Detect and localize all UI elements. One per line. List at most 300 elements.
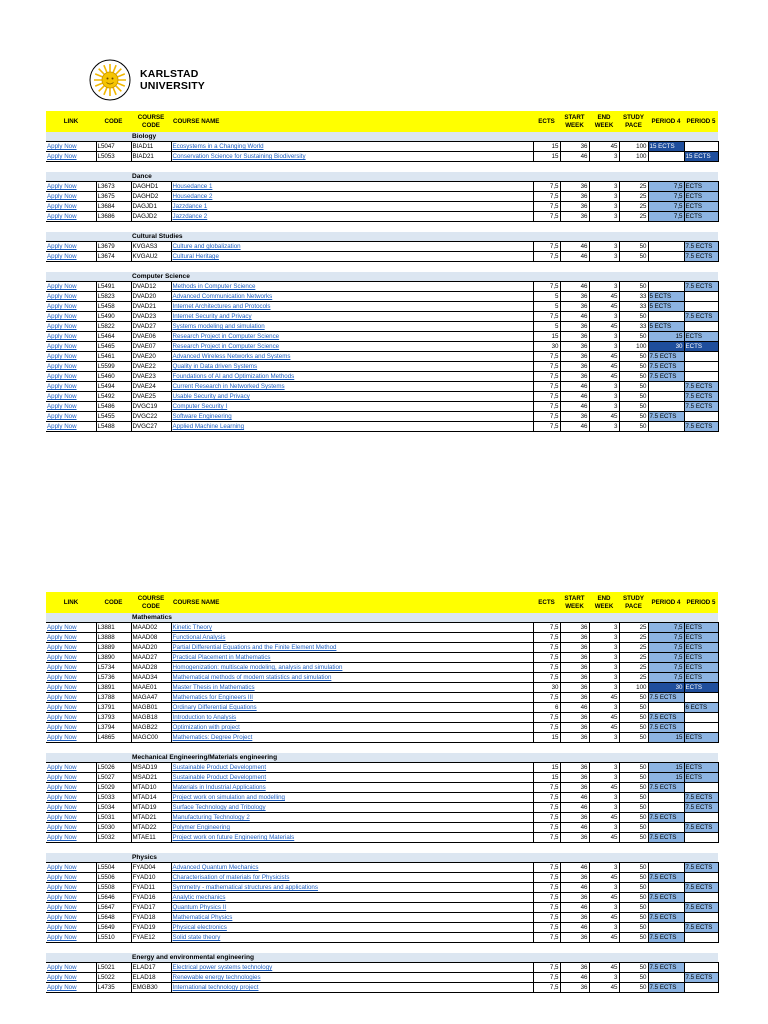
apply-now-link[interactable]: Apply Now (47, 724, 77, 731)
apply-now-link[interactable]: Apply Now (47, 734, 77, 741)
course-name-link[interactable]: Mathematical methods of modern statistics and simulation (172, 674, 332, 681)
start-week-cell: 36 (560, 773, 589, 783)
end-week-cell: 3 (589, 703, 619, 713)
ects-cell: 30 (533, 683, 560, 693)
study-pace-cell: 50 (619, 893, 648, 903)
end-week-cell: 3 (589, 823, 619, 833)
start-week-cell: 36 (560, 913, 589, 923)
start-week-cell: 46 (560, 152, 589, 162)
course-name-cell (171, 713, 533, 723)
table-row (46, 352, 718, 362)
period-4-cell: 7,5 (648, 663, 684, 673)
period-5-cell: ECTS (684, 182, 718, 192)
code-cell: L3881 (96, 623, 131, 633)
course-name-link[interactable]: Methods in Computer Science (172, 283, 256, 290)
apply-now-link[interactable]: Apply Now (47, 874, 77, 881)
course-name-link[interactable]: Applied Machine Learning (172, 423, 245, 430)
start-week-cell: 36 (560, 633, 589, 643)
period-4-cell (648, 703, 684, 713)
ects-cell: 7,5 (533, 643, 560, 653)
apply-now-link[interactable]: Apply Now (47, 243, 77, 250)
course-name-link[interactable]: Sustainable Product Development (172, 764, 267, 771)
apply-now-link[interactable]: Apply Now (47, 684, 77, 691)
apply-now-link[interactable]: Apply Now (47, 353, 77, 360)
apply-now-cell (46, 713, 96, 723)
category-row (46, 232, 718, 242)
category-name: Cultural Studies (131, 232, 718, 242)
course-name-link[interactable]: Internet Security and Privacy (172, 313, 252, 320)
apply-now-cell (46, 733, 96, 743)
apply-now-link[interactable]: Apply Now (47, 213, 77, 220)
course-name-cell (171, 803, 533, 813)
course-name-link[interactable]: Polymer Engineering (172, 824, 230, 831)
ects-cell: 7,5 (533, 633, 560, 643)
apply-now-link[interactable]: Apply Now (47, 914, 77, 921)
course-code-cell: DVGC27 (131, 422, 171, 432)
table-row (46, 142, 718, 152)
course-name-link[interactable]: International technology project (172, 984, 259, 991)
apply-now-link[interactable]: Apply Now (47, 664, 77, 671)
ects-cell: 7,5 (533, 873, 560, 883)
apply-now-link[interactable]: Apply Now (47, 764, 77, 771)
apply-now-cell (46, 152, 96, 162)
course-name-link[interactable]: Practical Placement in Mathematics (172, 654, 271, 661)
course-name-cell (171, 793, 533, 803)
study-pace-cell: 50 (619, 813, 648, 823)
course-code-cell: FYAD17 (131, 903, 171, 913)
course-name-cell (171, 773, 533, 783)
course-name-link[interactable]: Physical electronics (172, 924, 227, 931)
course-name-link[interactable]: Materials in Industrial Applications (172, 784, 266, 791)
table-row (46, 282, 718, 292)
start-week-cell: 46 (560, 793, 589, 803)
apply-now-link[interactable]: Apply Now (47, 283, 77, 290)
course-name-link[interactable]: Cultural Heritage (172, 253, 219, 260)
col-link: LINK (46, 592, 96, 613)
apply-now-cell (46, 322, 96, 332)
apply-now-link[interactable]: Apply Now (47, 714, 77, 721)
apply-now-link[interactable]: Apply Now (47, 193, 77, 200)
course-name-link[interactable]: Homogenization: multiscale modeling, analysis and simulation (172, 664, 343, 671)
period-5-cell: ECTS (684, 342, 718, 352)
course-code-cell: DVAE23 (131, 372, 171, 382)
course-name-link[interactable]: Quantum Physics II (172, 904, 227, 911)
period-4-cell: 7.5 ECTS (648, 933, 684, 943)
course-name-link[interactable]: Optimization with project (172, 724, 240, 731)
course-name-link[interactable]: Advanced Communication Networks (172, 293, 273, 300)
course-name-link[interactable]: Computer Security I (172, 403, 228, 410)
apply-now-link[interactable]: Apply Now (47, 834, 77, 841)
course-code-cell: DAGJD1 (131, 202, 171, 212)
study-pace-cell: 100 (619, 152, 648, 162)
period-4-cell: 5 ECTS (648, 292, 684, 302)
start-week-cell: 36 (560, 623, 589, 633)
course-code-cell: DVAD21 (131, 302, 171, 312)
course-name-link[interactable]: Foundations of AI and Optimization Methods (172, 373, 295, 380)
end-week-cell: 3 (589, 973, 619, 983)
end-week-cell: 3 (589, 192, 619, 202)
table-row (46, 933, 718, 943)
ects-cell: 7,5 (533, 933, 560, 943)
course-name-link[interactable]: Internet Architectures and Protocols (172, 303, 271, 310)
table-header (46, 111, 718, 132)
period-4-cell (648, 152, 684, 162)
course-name-link[interactable]: Systems modeling and simulation (172, 323, 265, 330)
ects-cell: 7,5 (533, 983, 560, 993)
apply-now-link[interactable]: Apply Now (47, 343, 77, 350)
course-name-link[interactable]: Electrical power systems technology (172, 964, 273, 971)
period-4-cell: 7,5 (648, 633, 684, 643)
apply-now-cell (46, 192, 96, 202)
course-name-cell (171, 282, 533, 292)
apply-now-link[interactable]: Apply Now (47, 924, 77, 931)
study-pace-cell: 50 (619, 783, 648, 793)
course-name-cell (171, 663, 533, 673)
end-week-cell: 3 (589, 923, 619, 933)
course-name-link[interactable]: Analytic mechanics (172, 894, 226, 901)
apply-now-link[interactable]: Apply Now (47, 333, 77, 340)
period-4-cell: 7.5 ECTS (648, 362, 684, 372)
course-name-link[interactable]: Advanced Quantum Mechanics (172, 864, 259, 871)
apply-now-link[interactable]: Apply Now (47, 323, 77, 330)
study-pace-cell: 50 (619, 392, 648, 402)
apply-now-cell (46, 362, 96, 372)
course-name-cell (171, 863, 533, 873)
course-name-link[interactable]: Housedance 1 (172, 183, 213, 190)
period-4-cell: 7,5 (648, 673, 684, 683)
course-name-link[interactable]: Software Engineering (172, 413, 232, 420)
period-4-cell (648, 973, 684, 983)
apply-now-link[interactable]: Apply Now (47, 644, 77, 651)
ects-cell: 7,5 (533, 693, 560, 703)
ects-cell: 7,5 (533, 623, 560, 633)
table-row (46, 723, 718, 733)
course-name-link[interactable]: Partial Differential Equations and the Finite Element Method (172, 644, 337, 651)
apply-now-link[interactable]: Apply Now (47, 824, 77, 831)
period-4-cell: 30 (648, 342, 684, 352)
period-4-cell: 7,5 (648, 623, 684, 633)
apply-now-link[interactable]: Apply Now (47, 804, 77, 811)
end-week-cell: 3 (589, 663, 619, 673)
start-week-cell: 36 (560, 142, 589, 152)
course-name-cell (171, 983, 533, 993)
end-week-cell: 3 (589, 633, 619, 643)
table-row (46, 192, 718, 202)
start-week-cell: 36 (560, 352, 589, 362)
apply-now-link[interactable]: Apply Now (47, 654, 77, 661)
study-pace-cell: 50 (619, 362, 648, 372)
study-pace-cell: 50 (619, 733, 648, 743)
period-5-cell: 7.5 ECTS (684, 402, 718, 412)
study-pace-cell: 50 (619, 873, 648, 883)
end-week-cell: 3 (589, 332, 619, 342)
start-week-cell: 36 (560, 733, 589, 743)
ects-cell: 7,5 (533, 182, 560, 192)
period-5-cell: 15 ECTS (684, 152, 718, 162)
course-code-cell: FYAD16 (131, 893, 171, 903)
course-code-cell: DVAE06 (131, 332, 171, 342)
col-ects: ECTS (533, 592, 560, 613)
course-name-link[interactable]: Current Research in Networked Systems (172, 383, 285, 390)
apply-now-link[interactable]: Apply Now (47, 964, 77, 971)
apply-now-link[interactable]: Apply Now (47, 313, 77, 320)
course-name-cell (171, 873, 533, 883)
course-name-link[interactable]: Ecosystems in a Changing World (172, 143, 264, 150)
course-code-cell: DAGHD1 (131, 182, 171, 192)
code-cell: L5647 (96, 903, 131, 913)
start-week-cell: 36 (560, 653, 589, 663)
course-name-link[interactable]: Jazzdance 1 (172, 203, 208, 210)
course-name-cell (171, 142, 533, 152)
course-name-link[interactable]: Usable Security and Privacy (172, 393, 250, 400)
end-week-cell: 3 (589, 392, 619, 402)
code-cell: L5034 (96, 803, 131, 813)
apply-now-cell (46, 933, 96, 943)
course-name-cell (171, 823, 533, 833)
course-name-link[interactable]: Solid state theory (172, 934, 221, 941)
ects-cell: 5 (533, 322, 560, 332)
apply-now-link[interactable]: Apply Now (47, 393, 77, 400)
end-week-cell: 3 (589, 623, 619, 633)
period-4-cell: 7.5 ECTS (648, 723, 684, 733)
period-4-cell (648, 863, 684, 873)
apply-now-link[interactable]: Apply Now (47, 674, 77, 681)
table-row (46, 883, 718, 893)
table-row (46, 242, 718, 252)
course-name-link[interactable]: Mathematics for Engineers III (172, 694, 253, 701)
course-code-cell: MAGB01 (131, 703, 171, 713)
period-4-cell (648, 883, 684, 893)
ects-cell: 7,5 (533, 402, 560, 412)
end-week-cell: 3 (589, 182, 619, 192)
period-5-cell (684, 933, 718, 943)
end-week-cell: 3 (589, 903, 619, 913)
apply-now-link[interactable]: Apply Now (47, 974, 77, 981)
ects-cell: 7,5 (533, 823, 560, 833)
period-4-cell: 7,5 (648, 192, 684, 202)
apply-now-link[interactable]: Apply Now (47, 423, 77, 430)
table-row (46, 923, 718, 933)
table-row (46, 212, 718, 222)
course-name-link[interactable]: Renewable energy technologies (172, 974, 261, 981)
course-name-link[interactable]: Ordinary Differential Equations (172, 704, 257, 711)
end-week-cell: 45 (589, 983, 619, 993)
ects-cell: 15 (533, 142, 560, 152)
period-5-cell (684, 412, 718, 422)
apply-now-link[interactable]: Apply Now (47, 253, 77, 260)
course-name-link[interactable]: Sustainable Product Development (172, 774, 267, 781)
code-cell: L5029 (96, 783, 131, 793)
course-name-cell (171, 302, 533, 312)
study-pace-cell: 25 (619, 182, 648, 192)
study-pace-cell: 25 (619, 202, 648, 212)
study-pace-cell: 50 (619, 883, 648, 893)
ects-cell: 7,5 (533, 312, 560, 322)
course-name-link[interactable]: Symmetry - mathematical structures and applications (172, 884, 318, 891)
apply-now-link[interactable]: Apply Now (47, 363, 77, 370)
period-4-cell: 7.5 ECTS (648, 913, 684, 923)
apply-now-link[interactable]: Apply Now (47, 784, 77, 791)
apply-now-link[interactable]: Apply Now (47, 143, 77, 150)
course-name-link[interactable]: Quality in Data driven Systems (172, 363, 258, 370)
apply-now-link[interactable]: Apply Now (47, 303, 77, 310)
course-code-cell: MAAD34 (131, 673, 171, 683)
start-week-cell: 36 (560, 202, 589, 212)
ects-cell: 7,5 (533, 382, 560, 392)
apply-now-link[interactable]: Apply Now (47, 814, 77, 821)
apply-now-link[interactable]: Apply Now (47, 183, 77, 190)
period-4-cell: 7.5 ECTS (648, 412, 684, 422)
course-name-link[interactable]: Project work on simulation and modelling (172, 794, 285, 801)
apply-now-link[interactable]: Apply Now (47, 774, 77, 781)
start-week-cell: 46 (560, 382, 589, 392)
apply-now-link[interactable]: Apply Now (47, 293, 77, 300)
study-pace-cell: 50 (619, 833, 648, 843)
period-5-cell: ECTS (684, 212, 718, 222)
course-name-link[interactable]: Jazzdance 2 (172, 213, 208, 220)
study-pace-cell: 50 (619, 372, 648, 382)
period-4-cell (648, 392, 684, 402)
course-name-link[interactable]: Kinetic Theory (172, 624, 212, 631)
table-row (46, 983, 718, 993)
code-cell: L5504 (96, 863, 131, 873)
apply-now-link[interactable]: Apply Now (47, 694, 77, 701)
apply-now-link[interactable]: Apply Now (47, 413, 77, 420)
course-name-link[interactable]: Housedance 2 (172, 193, 213, 200)
apply-now-link[interactable]: Apply Now (47, 373, 77, 380)
table-row (46, 833, 718, 843)
end-week-cell: 45 (589, 362, 619, 372)
apply-now-link[interactable]: Apply Now (47, 794, 77, 801)
end-week-cell: 45 (589, 833, 619, 843)
period-5-cell: 7.5 ECTS (684, 793, 718, 803)
period-5-cell (684, 302, 718, 312)
apply-now-link[interactable]: Apply Now (47, 984, 77, 991)
code-cell: L3791 (96, 703, 131, 713)
apply-now-link[interactable]: Apply Now (47, 934, 77, 941)
apply-now-cell (46, 252, 96, 262)
period-4-cell: 7.5 ECTS (648, 693, 684, 703)
course-name-link[interactable]: Characterisation of materials for Physicists (172, 874, 290, 881)
course-name-link[interactable]: Functional Analysis (172, 634, 226, 641)
apply-now-link[interactable]: Apply Now (47, 884, 77, 891)
ects-cell: 15 (533, 152, 560, 162)
code-cell: L5031 (96, 813, 131, 823)
apply-now-link[interactable]: Apply Now (47, 403, 77, 410)
period-5-cell (684, 873, 718, 883)
course-name-cell (171, 683, 533, 693)
start-week-cell: 36 (560, 813, 589, 823)
period-4-cell (648, 803, 684, 813)
col-start-week: START WEEK (560, 592, 589, 613)
apply-now-cell (46, 883, 96, 893)
course-name-link[interactable]: Mathematics: Degree Project (172, 734, 253, 741)
course-name-link[interactable]: Advanced Wireless Networks and Systems (172, 353, 291, 360)
code-cell: L3889 (96, 643, 131, 653)
code-cell: L5032 (96, 833, 131, 843)
period-5-cell: 7.5 ECTS (684, 863, 718, 873)
apply-now-link[interactable]: Apply Now (47, 153, 77, 160)
category-row (46, 613, 718, 623)
end-week-cell: 45 (589, 933, 619, 943)
course-name-link[interactable]: Conservation Science for Sustaining Biodiversity (172, 153, 306, 160)
end-week-cell: 45 (589, 352, 619, 362)
course-name-link[interactable]: Project work on future Engineering Materials (172, 834, 295, 841)
table-row (46, 713, 718, 723)
apply-now-link[interactable]: Apply Now (47, 704, 77, 711)
apply-now-link[interactable]: Apply Now (47, 383, 77, 390)
end-week-cell: 45 (589, 372, 619, 382)
course-name-link[interactable]: Mathematical Physics (172, 914, 233, 921)
course-name-link[interactable]: Surface Technology and Tribology (172, 804, 266, 811)
end-week-cell: 45 (589, 813, 619, 823)
course-name-link[interactable]: Manufacturing Technology 2 (172, 814, 250, 821)
ects-cell: 7,5 (533, 813, 560, 823)
end-week-cell: 3 (589, 733, 619, 743)
period-5-cell (684, 352, 718, 362)
category-row (46, 272, 718, 282)
apply-now-cell (46, 913, 96, 923)
ects-cell: 7,5 (533, 883, 560, 893)
course-code-cell: DVAE07 (131, 342, 171, 352)
start-week-cell: 46 (560, 252, 589, 262)
end-week-cell: 3 (589, 773, 619, 783)
table-row (46, 332, 718, 342)
period-5-cell: 7.5 ECTS (684, 392, 718, 402)
period-5-cell (684, 813, 718, 823)
course-name-link[interactable]: Research Project in Computer Science (172, 343, 280, 350)
period-5-cell: 6 ECTS (684, 703, 718, 713)
end-week-cell: 45 (589, 913, 619, 923)
apply-now-cell (46, 693, 96, 703)
apply-now-cell (46, 342, 96, 352)
course-code-cell: MTAD21 (131, 813, 171, 823)
period-5-cell (684, 983, 718, 993)
ects-cell: 15 (533, 332, 560, 342)
period-5-cell (684, 142, 718, 152)
code-cell: L5030 (96, 823, 131, 833)
apply-now-link[interactable]: Apply Now (47, 864, 77, 871)
period-5-cell (684, 362, 718, 372)
apply-now-link[interactable]: Apply Now (47, 624, 77, 631)
course-name-link[interactable]: Research Project in Computer Science (172, 333, 280, 340)
table-row (46, 913, 718, 923)
study-pace-cell: 50 (619, 422, 648, 432)
code-cell: L5461 (96, 352, 131, 362)
apply-now-cell (46, 182, 96, 192)
study-pace-cell: 50 (619, 903, 648, 913)
apply-now-cell (46, 332, 96, 342)
ects-cell: 7,5 (533, 202, 560, 212)
course-code-cell: DVAE22 (131, 362, 171, 372)
col-start-week: START WEEK (560, 111, 589, 132)
study-pace-cell: 50 (619, 412, 648, 422)
course-code-cell: ELAD18 (131, 973, 171, 983)
course-code-cell: MTAE11 (131, 833, 171, 843)
ects-cell: 7,5 (533, 893, 560, 903)
apply-now-link[interactable]: Apply Now (47, 904, 77, 911)
start-week-cell: 36 (560, 182, 589, 192)
course-name-link[interactable]: Introduction to Analysis (172, 714, 237, 721)
apply-now-cell (46, 723, 96, 733)
course-name-link[interactable]: Culture and globalization (172, 243, 241, 250)
apply-now-link[interactable]: Apply Now (47, 894, 77, 901)
code-cell: L3793 (96, 713, 131, 723)
apply-now-link[interactable]: Apply Now (47, 634, 77, 641)
apply-now-link[interactable]: Apply Now (47, 203, 77, 210)
course-name-link[interactable]: Master Thesis in Mathematics (172, 684, 255, 691)
study-pace-cell: 50 (619, 793, 648, 803)
